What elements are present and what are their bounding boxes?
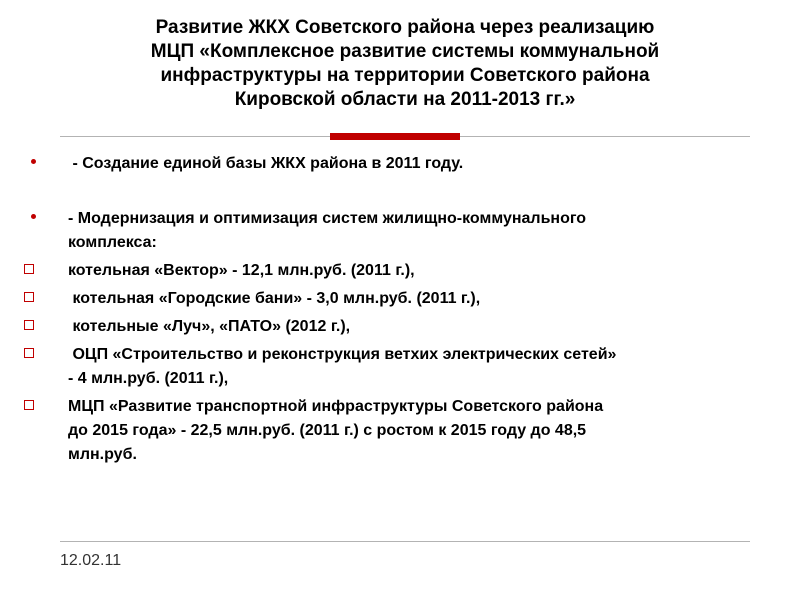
list-item <box>22 259 782 283</box>
list-item-text: МЦП «Развитие транспортной инфраструктуры Советского района <box>68 398 604 415</box>
list-item-text: котельная «Городские бани» - 3,0 млн.руб. (2011 г.), <box>68 290 481 307</box>
list-item-text: котельные «Луч», «ПАТО» (2012 г.), <box>68 318 351 335</box>
title-line: Кировской области на 2011-2013 гг.» <box>234 89 576 110</box>
bullet-text: - Модернизация и оптимизация систем жилищно-коммунального <box>68 210 587 227</box>
square-bullet-icon <box>24 400 34 410</box>
bullet-dot-icon <box>31 159 36 164</box>
title-line: Развитие ЖКХ Советского района через реализацию <box>155 17 655 38</box>
square-bullet-icon <box>24 320 34 330</box>
list-item-text: - 4 млн.руб. (2011 г.), <box>68 370 229 387</box>
list-item <box>22 343 782 391</box>
list-item-text: ОЦП «Строительство и реконструкция ветхих электрических сетей» <box>68 346 617 363</box>
slide-date: 12.02.11 <box>60 552 122 569</box>
slide-body <box>22 152 782 467</box>
bullet-item <box>22 152 782 176</box>
slide-title <box>60 16 750 112</box>
square-bullet-icon <box>24 264 34 274</box>
list-item-text: котельная «Вектор» - 12,1 млн.руб. (2011 г.), <box>68 262 415 279</box>
list-item <box>22 315 782 339</box>
bullet-text: комплекса: <box>68 234 157 251</box>
bullet-text: - Создание единой базы ЖКХ района в 2011 году. <box>68 155 464 172</box>
square-bullet-icon <box>24 292 34 302</box>
list-item-text: млн.руб. <box>68 446 137 463</box>
footer-divider <box>60 541 750 542</box>
list-item <box>22 287 782 311</box>
square-bullet-icon <box>24 348 34 358</box>
bullet-item <box>22 207 782 255</box>
bullet-dot-icon <box>31 214 36 219</box>
title-divider-accent <box>330 133 460 140</box>
list-item <box>22 395 782 467</box>
title-line: инфраструктуры на территории Советского района <box>160 65 650 86</box>
list-item-text: до 2015 года» - 22,5 млн.руб. (2011 г.) с ростом к 2015 году до 48,5 <box>68 422 587 439</box>
title-line: МЦП «Комплексное развитие системы коммунальной <box>150 41 660 62</box>
